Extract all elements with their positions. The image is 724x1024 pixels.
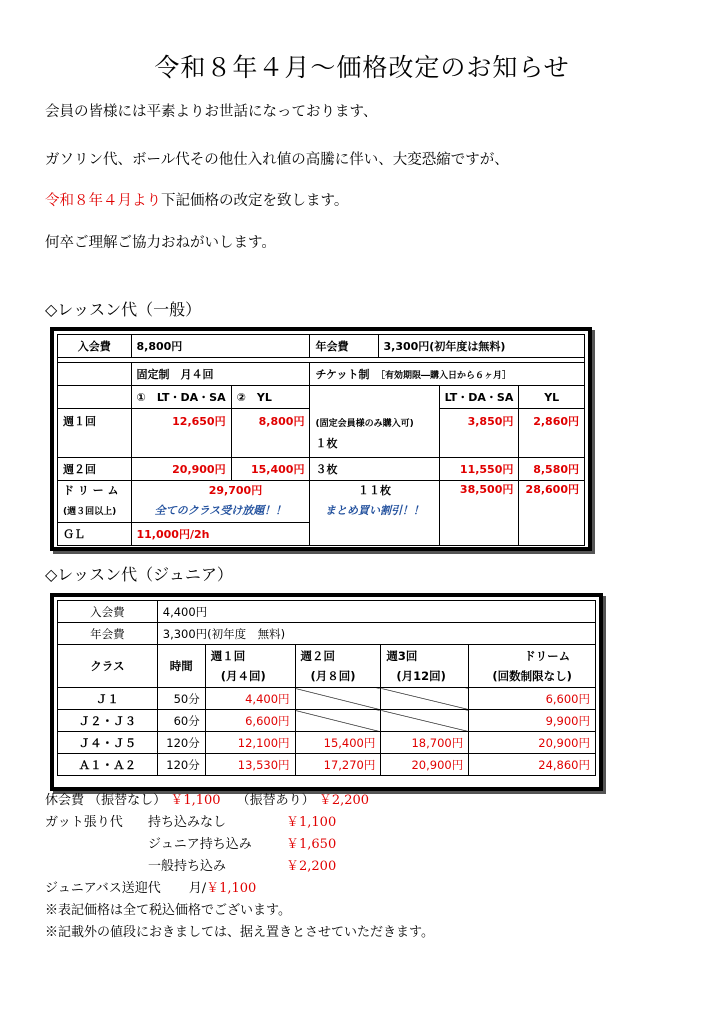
intro-line-3 [45,189,348,210]
junior-w1-price: 12,100円 [205,732,295,754]
junior-w3-empty [381,710,469,732]
ticket-3-price-c: 11,550円 [439,458,519,481]
ticket-1-price-c: 3,850円 [439,409,519,458]
gut-general: 一般持ち込み [148,859,227,874]
ticket-1-price-d: 2,860円 [519,409,585,458]
junior-time: 120分 [157,732,205,754]
table-row [58,688,596,710]
junior-header-row [58,645,596,688]
junior-dream-price: 6,600円 [469,688,596,710]
other-note: ※記載外の値段におきましては、据え置きとさせていただきます。 [45,925,434,940]
week1-price-b: 8,800円 [231,409,310,458]
col-yl-fixed: ② YL [231,386,310,409]
revision-text: 下記価格の改定を致します。 [161,193,349,209]
table-row [58,754,596,776]
junior-w3-price: 20,900円 [381,754,469,776]
junior-entry-label: 入会費 [58,601,158,623]
ticket-11: １１枚 まとめ買い割引！！ [310,481,439,546]
junior-price-table [50,593,603,791]
week2-price-b: 15,400円 [231,458,310,481]
junior-class: Ｊ４・Ｊ５ [58,732,158,754]
junior-dream-price: 24,860円 [469,754,596,776]
week1-price-a: 12,650円 [131,409,231,458]
junior-w2-empty [295,688,381,710]
junior-w1-price: 13,530円 [205,754,295,776]
tax-note: ※表記価格は全て税込価格でございます。 [45,903,291,918]
junior-class: Ｊ２・Ｊ３ [58,710,158,732]
junior-w2-price: 17,270円 [295,754,381,776]
ticket-11-price-d: 28,600円 [519,481,585,546]
dream-label: ド リ ー ム (週３回以上) [58,481,132,523]
gut-junior-price: ￥1,650 [286,837,337,852]
gut-no-bring: 持ち込みなし [148,815,227,830]
ticket-3: ３枚 [310,458,439,481]
junior-annual-value: 3,300円(初年度 無料) [157,623,595,645]
entry-value: 8,800円 [131,335,310,358]
junior-class: Ｊ１ [58,688,158,710]
junior-w1-header: 週１回 (月４回) [205,645,295,688]
gut-junior: ジュニア持ち込み [148,837,252,852]
junior-dream-price: 20,900円 [469,732,596,754]
intro-line-2: ガソリン代、ボール代その他仕入れ値の高騰に伴い、大変恐縮ですが、 [45,152,509,168]
junior-dream-header: ドリーム (回数制限なし) [469,645,596,688]
table-row [58,710,596,732]
entry-label: 入会費 [58,335,132,358]
junior-entry-row [58,601,596,623]
week1-row [58,409,585,458]
junior-annual-row [58,623,596,645]
dream-price: 29,700円 全てのクラス受け放題！！ [131,481,310,523]
junior-heading: ◇レッスン代（ジュニア） [45,565,233,584]
column-header-row [58,386,585,409]
gut-no-bring-price: ￥1,100 [286,815,337,830]
junior-w2-price: 15,400円 [295,732,381,754]
junior-w1-price: 4,400円 [205,688,295,710]
junior-w3-price: 18,700円 [381,732,469,754]
junior-w2-empty [295,710,381,732]
junior-annual-label: 年会費 [58,623,158,645]
junior-time: 50分 [157,688,205,710]
entry-row [58,335,585,358]
junior-w2-header: 週２回 (月８回) [295,645,381,688]
gut-label: ガット張り代 [45,815,123,830]
intro-line-4: 何卒ご理解ご協力おねがいします。 [45,235,276,251]
gl-label: ＧＬ [58,523,132,546]
junior-w1-price: 6,600円 [205,710,295,732]
annual-value: 3,300円(初年度は無料) [378,335,585,358]
plan-header-row [58,363,585,386]
col-yl-ticket: YL [519,386,585,409]
intro-line-1: 会員の皆様には平素よりお世話になっております、 [45,104,378,120]
week2-price-a: 20,900円 [131,458,231,481]
bus-fee: ジュニアバス送迎代 月/￥1,100 [45,881,257,896]
absence-fee: 休会費 （振替なし） ￥1,100 （振替あり） ￥2,200 [45,793,370,808]
week2-row [58,458,585,481]
ticket-11-price-c: 38,500円 [439,481,519,546]
page-title: 令和８年４月〜価格改定のお知らせ [154,53,570,82]
junior-w3-header: 週3回 (月12回) [381,645,469,688]
ticket-1: (固定会員様のみ購入可) １枚 [310,409,439,458]
junior-class-header: クラス [58,645,158,688]
col-lt-da-sa-fixed: ① LT・DA・SA [131,386,231,409]
junior-class: Ａ１・Ａ２ [58,754,158,776]
junior-time: 60分 [157,710,205,732]
ticket-3-price-d: 8,580円 [519,458,585,481]
junior-time-header: 時間 [157,645,205,688]
week2-label: 週２回 [58,458,132,481]
general-heading: ◇レッスン代（一般） [45,300,202,319]
fixed-plan-header: 固定制 月４回 [131,363,310,386]
general-price-table [50,327,592,551]
dream-row [58,481,585,523]
junior-dream-price: 9,900円 [469,710,596,732]
junior-w3-empty [381,688,469,710]
annual-label: 年会費 [310,335,378,358]
revision-date: 令和８年４月より [45,193,161,209]
ticket-validity-note: ［有効期限―購入日から６ヶ月］ [380,371,511,381]
gut-general-price: ￥2,200 [286,859,337,874]
week1-label: 週１回 [58,409,132,458]
junior-entry-value: 4,400円 [157,601,595,623]
table-row [58,732,596,754]
junior-time: 120分 [157,754,205,776]
col-lt-da-sa-ticket: LT・DA・SA [439,386,519,409]
gl-price: 11,000円/2h [131,523,310,546]
ticket-plan-header: チケット制 ［有効期限―購入日から６ヶ月］ [310,363,585,386]
